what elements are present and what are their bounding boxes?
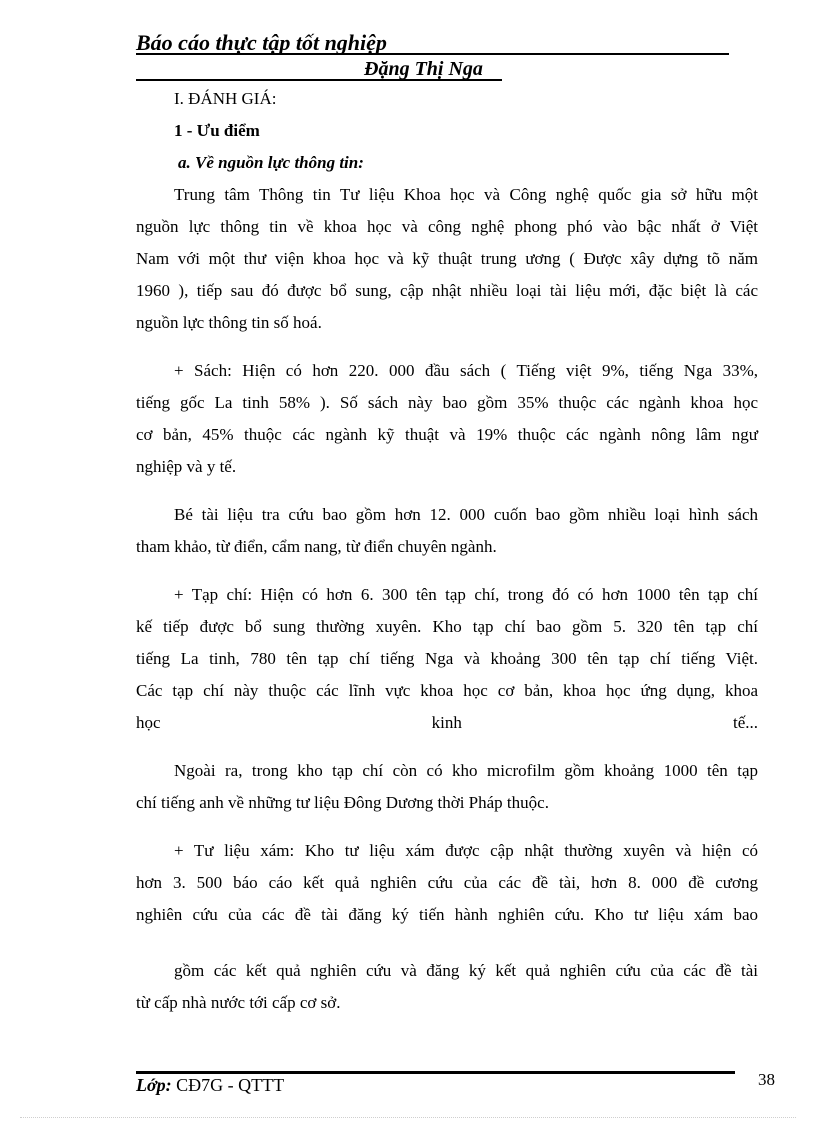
page-number: 38 [758, 1070, 775, 1089]
paragraph-gap [136, 563, 758, 579]
footer-rule [136, 1071, 735, 1074]
paragraph-line: nguồn lực thông tin về khoa học và công nghệ phong phó vào bậc nhất ở Việt [136, 217, 758, 236]
paragraph-line: từ cấp nhà nước tới cấp cơ sở. [136, 993, 341, 1012]
paragraph-line: Nam với một thư viện khoa học và kỹ thuật trung ương ( Được xây dựng tõ năm [136, 249, 758, 268]
paragraph-line: Trung tâm Thông tin Tư liệu Khoa học và Công nghệ quốc gia sở hữu một [174, 185, 758, 204]
sub-subsection-heading: a. Về nguồn lực thông tin: [178, 153, 364, 172]
paragraph-line: cơ bản, 45% thuộc các ngành kỹ thuật và 19% thuộc các ngành nông lâm ngư [136, 425, 758, 444]
paragraph-line: nguồn lực thông tin số hoá. [136, 313, 322, 332]
paragraph-line: tiếng gốc La tinh 58% ). Số sách này bao gồm 35% thuộc các ngành khoa học [136, 393, 758, 412]
paragraph-line: nghiên cứu của các đề tài đăng ký tiến hành nghiên cứu. Kho tư liệu xám bao [136, 905, 758, 924]
paragraph-line: hơn 3. 500 báo cáo kết quả nghiên cứu của các đề tài, hơn 8. 000 đề cương [136, 873, 758, 892]
paragraph-line: + Tư liệu xám: Kho tư liệu xám được cập nhật thường xuyên và hiện có [174, 841, 758, 860]
paragraph-gap [136, 339, 758, 355]
author-name: Đặng Thị Nga [364, 58, 483, 80]
paragraph-1 [136, 179, 758, 339]
section-heading: I. ĐÁNH GIÁ: [174, 89, 277, 108]
page-edge-dotted-line [20, 1117, 796, 1118]
paragraph-line: Bé tài liệu tra cứu bao gồm hơn 12. 000 cuốn bao gồm nhiều loại hình sách [174, 505, 758, 524]
paragraph-gap [136, 931, 758, 955]
paragraph-line: chí tiếng anh về những tư liệu Đông Dương thời Pháp thuộc. [136, 793, 549, 812]
paragraph-line: nghiệp và y tế. [136, 457, 237, 476]
paragraph-line: Các tạp chí này thuộc các lĩnh vực khoa học cơ bản, khoa học ứng dụng, khoa [136, 681, 758, 700]
paragraph-line: tiếng La tinh, 780 tên tạp chí tiếng Nga và khoảng 300 tên tạp chí tiếng Việt. [136, 649, 758, 668]
paragraph-gap [136, 819, 758, 835]
paragraph-6 [136, 835, 758, 931]
paragraph-line: tham khảo, từ điển, cẩm nang, từ điển chuyên ngành. [136, 537, 497, 556]
paragraph-2 [136, 355, 758, 483]
report-title: Báo cáo thực tập tốt nghiệp [136, 30, 387, 55]
paragraph-gap [136, 739, 758, 755]
paragraph-line: + Sách: Hiện có hơn 220. 000 đầu sách ( Tiếng việt 9%, tiếng Nga 33%, [174, 361, 758, 380]
paragraph-gap [136, 483, 758, 499]
header-rule-top [136, 53, 729, 55]
paragraph-line: 1960 ), tiếp sau đó được bổ sung, cập nhật nhiều loại tài liệu mới, đặc biệt là các [136, 281, 758, 300]
paragraph-line: kế tiếp được bổ sung thường xuyên. Kho tạp chí bao gồm 5. 320 tên tạp chí [136, 617, 758, 636]
paragraph-3 [136, 499, 758, 563]
paragraph-line: gồm các kết quả nghiên cứu và đăng ký kết quả nghiên cứu của các đề tài [174, 961, 758, 980]
paragraph-line-stretched: học kinh tế... [136, 713, 758, 732]
paragraph-line: Ngoài ra, trong kho tạp chí còn có kho microfilm gồm khoảng 1000 tên tạp [174, 761, 758, 780]
document-body [136, 83, 758, 1019]
paragraph-5 [136, 755, 758, 819]
footer-class [136, 1075, 284, 1096]
paragraph-7 [136, 955, 758, 1019]
footer-class-value: CĐ7G - QTTT [176, 1075, 285, 1095]
header-rule-bottom [136, 79, 502, 81]
paragraph-4 [136, 579, 758, 739]
subsection-heading: 1 - Ưu điểm [174, 121, 260, 140]
paragraph-line: + Tạp chí: Hiện có hơn 6. 300 tên tạp chí, trong đó có hơn 1000 tên tạp chí [174, 585, 758, 604]
footer-class-label: Lớp: [136, 1075, 172, 1095]
